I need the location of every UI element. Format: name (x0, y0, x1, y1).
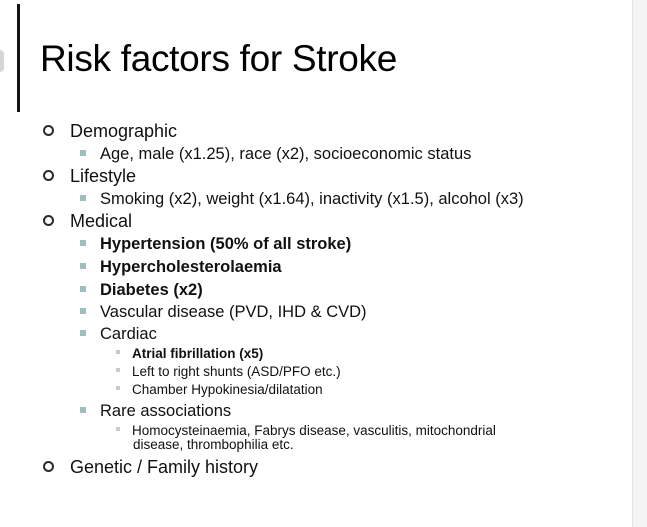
slide-right-margin (633, 0, 647, 527)
sub-bullet-hypertension (80, 235, 351, 254)
bullet-demographic (43, 121, 177, 142)
title-accent-bar (17, 4, 20, 112)
sub-bullet-text: Age, male (x1.25), race (x2), socioeconomic status (100, 145, 472, 163)
sub-sub-bullet-atrial-fibrillation (116, 346, 263, 361)
small-square-bullet-icon (116, 427, 120, 431)
sub-bullet-text: Vascular disease (PVD, IHD & CVD) (100, 303, 367, 321)
small-square-bullet-icon (116, 350, 120, 354)
bullet-label: Medical (70, 211, 133, 231)
sub-bullet-text: Diabetes (x2) (100, 281, 203, 299)
bullet-label: Lifestyle (70, 166, 137, 186)
bullet-genetic-family-history (43, 457, 258, 478)
sub-bullet-vascular-disease (80, 303, 367, 322)
square-bullet-icon (80, 240, 86, 246)
sub-sub-bullet-text: Left to right shunts (ASD/PFO etc.) (132, 364, 341, 379)
bullet-label: Genetic / Family history (70, 457, 259, 477)
sub-bullet-lifestyle-detail (80, 190, 524, 209)
sub-bullet-text: Cardiac (100, 325, 157, 343)
bullet-lifestyle (43, 166, 136, 187)
bullet-label: Demographic (70, 121, 178, 141)
square-bullet-icon (80, 286, 86, 292)
bullet-medical (43, 211, 132, 232)
sub-sub-bullet-text: Chamber Hypokinesia/dilatation (132, 382, 323, 397)
slide-title: Risk factors for Stroke (40, 38, 398, 79)
small-square-bullet-icon (116, 386, 120, 390)
hollow-circle-bullet-icon (43, 461, 54, 472)
hollow-circle-bullet-icon (43, 215, 54, 226)
sub-bullet-diabetes (80, 281, 203, 300)
small-square-bullet-icon (116, 368, 120, 372)
square-bullet-icon (80, 308, 86, 314)
sub-sub-bullet-rare-detail-continuation: disease, thrombophilia etc. (133, 437, 294, 452)
square-bullet-icon (80, 330, 86, 336)
hollow-circle-bullet-icon (43, 125, 54, 136)
slide-edge-marker (0, 50, 4, 72)
square-bullet-icon (80, 150, 86, 156)
hollow-circle-bullet-icon (43, 170, 54, 181)
sub-bullet-hypercholesterolaemia (80, 258, 282, 277)
sub-bullet-text: Smoking (x2), weight (x1.64), inactivity (x1.5), alcohol (x3) (100, 190, 524, 208)
sub-sub-bullet-chamber (116, 382, 323, 397)
square-bullet-icon (80, 263, 86, 269)
sub-sub-bullet-shunts (116, 364, 341, 379)
sub-sub-bullet-rare-detail (116, 423, 496, 438)
sub-bullet-rare-associations (80, 402, 231, 421)
sub-bullet-text: Rare associations (100, 402, 232, 420)
sub-bullet-cardiac (80, 325, 157, 344)
sub-bullet-text: Hypertension (50% of all stroke) (100, 235, 352, 253)
sub-bullet-text: Hypercholesterolaemia (100, 258, 282, 276)
sub-sub-bullet-text: Homocysteinaemia, Fabrys disease, vasculitis, mitochondrial (132, 423, 496, 438)
sub-bullet-demographic-detail (80, 145, 471, 164)
sub-sub-bullet-text: Atrial fibrillation (x5) (132, 346, 264, 361)
square-bullet-icon (80, 407, 86, 413)
square-bullet-icon (80, 195, 86, 201)
